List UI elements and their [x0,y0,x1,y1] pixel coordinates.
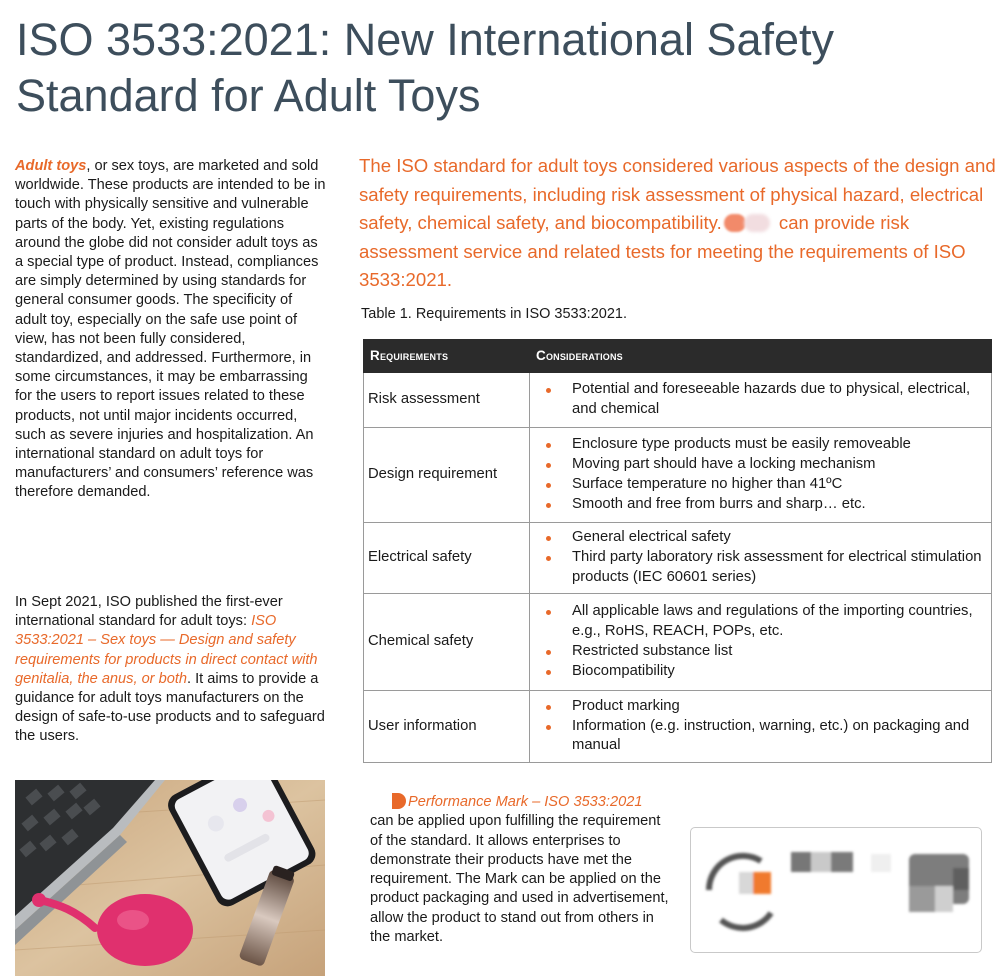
title-line-1: ISO 3533:2021: New International Safety [16,14,835,65]
highlight-text-1: The ISO standard for adult toys considered various aspects of the design and safety requirements, including risk assessment of physical hazard, electrical safety, chemical safety, and biocompatibility. [359,155,996,233]
requirement-cell: Electrical safety [364,523,530,594]
header-requirements-label: Requirements [370,348,449,364]
blurred-mark-graphic [691,828,981,952]
consideration-item: Smooth and free from burrs and sharp… etc. [540,495,987,515]
header-considerations-label: Considerations [536,348,623,364]
considerations-cell [530,691,992,763]
intro-paragraph-text: , or sex toys, are marketed and sold worldwide. These products are intended to be in touch with physically sensitive and vulnerable parts of the body. Yet, existing regulations around the globe did not consider adult toys as a special type of product. Instead, compliances are simply determined by using standards for general consumer goods. The specificity of adult toy, especially on the safe use point of view, has not been fully considered, standardized, and addressed. Furthermore, in some circumstances, it may be embarrassing for the users to report issues related to these products, not until major incidents occurred, such as severe injuries and hospitalization. An international standard on adult toys for manufacturers’ and consumers’ reference was therefore demanded. [15,158,326,501]
iso-paragraph [15,593,327,747]
mark-d-icon [392,793,406,809]
requirement-cell: Chemical safety [364,594,530,691]
iso-paragraph-start: In Sept 2021, ISO published the first-ever international standard for adult toys: [15,594,283,630]
consideration-item: All applicable laws and regulations of the importing countries, e.g., RoHS, REACH, POPs, etc. [540,602,987,642]
consideration-item: Moving part should have a locking mechanism [540,455,987,475]
table-caption: Table 1. Requirements in ISO 3533:2021. [361,306,627,322]
table-row [364,523,992,594]
consideration-item: Biocompatibility [540,662,987,682]
iso-standard-link[interactable]: ISO 3533:2021 – Sex toys — Design and safety requirements for products in direct contact with genitalia, the anus, or both [15,613,318,687]
title-line-2: Standard for Adult Toys [16,70,481,121]
intro-paragraph [15,157,327,503]
consideration-item: Third party laboratory risk assessment for electrical stimulation products (IEC 60601 series) [540,548,987,588]
requirement-cell: User information [364,691,530,763]
consideration-item: Product marking [540,697,987,717]
consideration-item: Potential and foreseeable hazards due to physical, electrical, and chemical [540,380,987,420]
requirements-table [363,339,992,763]
product-photo-illustration [15,780,325,976]
table-row [364,428,992,523]
consideration-item: General electrical safety [540,528,987,548]
consideration-item: Restricted substance list [540,642,987,662]
highlight-paragraph [359,152,999,295]
product-photo [15,780,325,976]
page-title [16,12,986,124]
considerations-cell [530,373,992,428]
performance-mark-paragraph [370,793,670,947]
considerations-cell [530,523,992,594]
performance-mark-logo [690,827,982,953]
consideration-item: Enclosure type products must be easily removeable [540,435,987,455]
performance-mark-text: can be applied upon fulfilling the requirement of the standard. It allows enterprises to demonstrate their products have met the requirement. The Mark can be applied on the product packaging and used in advertisement, allow the product to stand out from others in the market. [370,813,669,946]
consideration-item: Surface temperature no higher than 41ºC [540,475,987,495]
blurred-company-logo [722,212,774,232]
considerations-cell [530,594,992,691]
consideration-item: Information (e.g. instruction, warning, etc.) on packaging and manual [540,717,987,757]
table-row [364,373,992,428]
table-row [364,594,992,691]
requirement-cell: Risk assessment [364,373,530,428]
table-row [364,691,992,763]
adult-toys-link[interactable]: Adult toys [15,158,87,174]
header-requirements [364,340,530,373]
highlight-text-2: can provide risk assessment service and related tests for meeting the requirements of ISO 3533:2021. [359,212,966,290]
performance-mark-link[interactable]: Performance Mark – ISO 3533:2021 [408,794,643,810]
table-header-row [364,340,992,373]
iso-paragraph-end: . It aims to provide a guidance for adult toys manufacturers on the design of safe-to-use products and to safeguard the users. [15,670,325,745]
requirement-cell: Design requirement [364,428,530,523]
header-considerations [530,340,992,373]
considerations-cell [530,428,992,523]
